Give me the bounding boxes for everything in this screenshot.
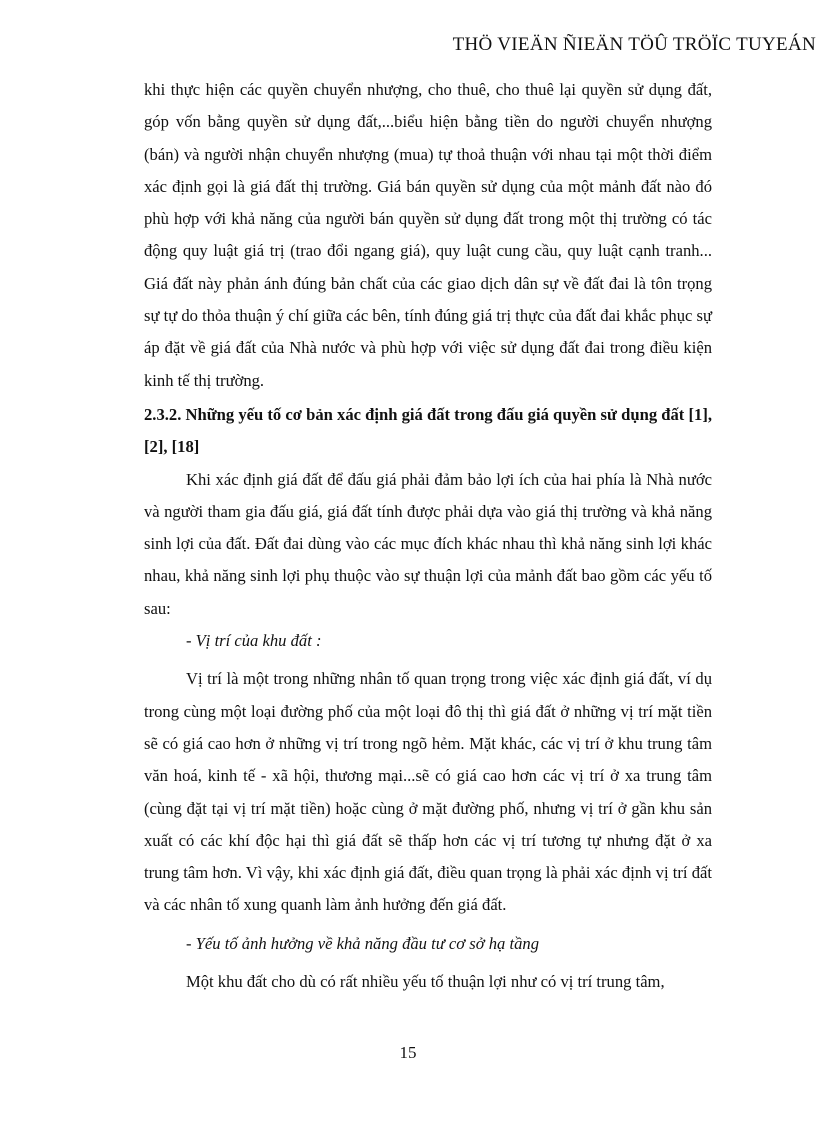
paragraph-1: khi thực hiện các quyền chuyển nhượng, cho thuê, cho thuê lại quyền sử dụng đất, góp vốn bằng quyền sử dụng đất,...biểu hiện bằng tiền do người chuyển nhượng (bán) và người nhận chuyển nhượng (mua) tự thoả thuận với nhau tại một thời điểm xác định gọi là giá đất thị trường. Giá bán quyền sử dụng của một mảnh đất nào đó phù hợp với khả năng của người bán quyền sử dụng đất trong một thị trường có tác động quy luật giá trị (trao đổi ngang giá), quy luật cung cầu, quy luật cạnh tranh... Giá đất này phản ánh đúng bản chất của các giao dịch dân sự về đất đai là tôn trọng sự tự do thỏa thuận ý chí giữa các bên, tính đúng giá trị thực của đất đai khắc phục sự áp đặt về giá đất của Nhà nước và phù hợp với việc sử dụng đất đai trong điều kiện kinh tế thị trường.: [144, 80, 712, 390]
paragraph-3: Vị trí là một trong những nhân tố quan trọng trong việc xác định giá đất, ví dụ trong cùng một loại đường phố của một loại đô thị thì giá đất ở những vị trí mặt tiền sẽ có giá cao hơn ở những vị trí trong ngõ hẻm. Mặt khác, các vị trí ở khu trung tâm văn hoá, kinh tế - xã hội, thương mại...sẽ có giá cao hơn các vị trí ở xa trung tâm (cùng đặt tại vị trí mặt tiền) hoặc cùng ở mặt đường phố, nhưng vị trí ở gần khu sản xuất có các khí độc hại thì giá đất sẽ thấp hơn các vị trí tương tự nhưng đặt ở xa trung tâm hơn. Vì vậy, khi xác định giá đất, điều quan trọng là phải xác định vị trí đất và các nhân tố xung quanh làm ảnh hưởng đến giá đất.: [144, 669, 712, 915]
subheading-location: - Vị trí của khu đất :: [186, 631, 322, 651]
paragraph-4: Một khu đất cho dù có rất nhiều yếu tố thuận lợi như có vị trí trung tâm,: [186, 972, 665, 992]
paragraph-2: Khi xác định giá đất để đấu giá phải đảm bảo lợi ích của hai phía là Nhà nước và người tham gia đấu giá, giá đất tính được phải dựa vào giá thị trường và khả năng sinh lợi của đất. Đất đai dùng vào các mục đích khác nhau thì khả năng sinh lợi khác nhau, khả năng sinh lợi phụ thuộc vào sự thuận lợi của mảnh đất bao gồm các yếu tố sau:: [144, 469, 712, 618]
section-heading: 2.3.2. Những yếu tố cơ bản xác định giá đất trong đấu giá quyền sử dụng đất [1], [2], [18]: [144, 404, 712, 457]
subheading-infrastructure: - Yếu tố ảnh hưởng về khả năng đầu tư cơ sở hạ tầng: [186, 933, 539, 953]
page-body: [144, 74, 712, 998]
page-number: 15: [399, 1043, 417, 1062]
page-header: THÖ VIEÄN ÑIEÄN TÖÛ TRÖÏC TUYEÁN: [452, 34, 816, 55]
